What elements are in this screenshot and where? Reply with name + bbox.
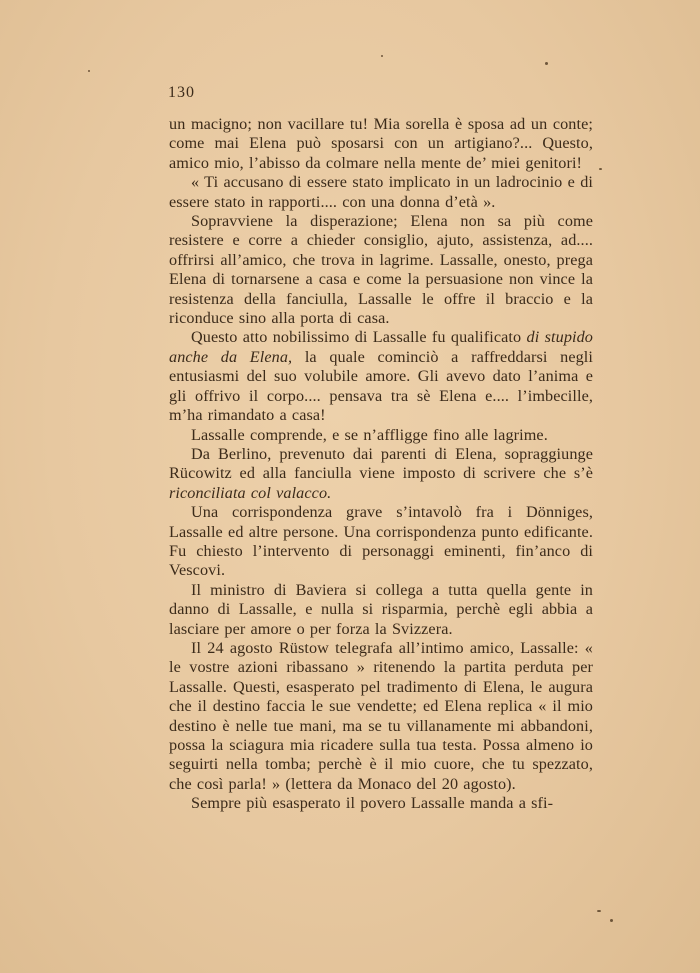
body-text: Una corrispondenza grave s’intavolò fra i Dönniges, Lassalle ed altre persone. Una corrispondenza punto edificante. Fu chiesto l’intervento di personaggi eminenti, fin’anco di Vescovi. [169,503,593,580]
paragraph [169,115,593,173]
page-number: 130 [168,84,195,101]
scan-speck [610,919,613,922]
body-text: Questo atto nobilissimo di Lassalle fu qualificato [191,328,527,347]
body-text: « Ti accusano di essere stato implicato in un ladrocinio e di essere stato in rapporti.... con una donna d’età ». [169,173,593,211]
body-text: la quale cominciò a raffreddarsi negli entusiasmi del suo volubile amore. Gli avevo dato l’anima e gli offrivo il corpo.... pensava tra sè Elena e.... l’imbecille, m’ha rimandato a casa! [169,347,593,425]
scan-speck [88,70,90,72]
paragraph [169,581,593,639]
italic-text: riconciliata col valacco. [169,483,332,502]
paragraph [169,503,593,581]
body-text: Sopravviene la disperazione; Elena non sa più come resistere e corre a chieder consiglio, ajuto, assistenza, ad.... offrirsi all’amico, che trova in lagrime. Lassalle, onesto, prega Elena di tornarsene a casa e come la persuasione non vince la resistenza della fanciulla, Lassalle le offre il braccio e la riconduce sino alla porta di casa. [169,212,593,328]
scan-speck [597,910,601,912]
paragraph [169,173,593,212]
body-text: un macigno; non vacillare tu! Mia sorella è sposa ad un conte; come mai Elena può sposarsi con un artigiano?... Questo, amico mio, l’abisso da colmare nella mente de’ miei genitori! [169,115,593,172]
paragraph [169,328,593,425]
scan-speck [545,62,548,65]
body-text: Il 24 agosto Rüstow telegrafa all’intimo amico, Lassalle: « le vostre azioni ribassano » ritenendo la partita perduta per Lassalle. Questi, esasperato pel tradimento di Elena, le augura che il destino faccia le sue vendette; ed Elena replica « il mio destino è nelle tue mani, ma se tu villanamente mi abbandoni, possa la sciagura mia ricadere sulla tua testa. Possa almeno io seguirti nella tomba; perchè è il mio cuore, che tu spezzato, che così parla! » (lettera da Monaco del 20 agosto). [169,638,593,793]
body-text: Sempre più esasperato il povero Lassalle manda a sfi- [191,794,554,813]
body-text: Lassalle comprende, e se n’affligge fino alle lagrime. [191,425,548,444]
paragraph [169,794,593,813]
scan-speck [381,55,383,57]
paragraph [169,212,593,328]
text-block [169,115,593,814]
scan-speck [599,168,602,170]
paragraph [169,445,593,503]
italic-text: di stupido anche da Elena, [169,328,593,366]
body-text: Da Berlino, prevenuto dai parenti di Elena, sopraggiunge Rücowitz ed alla fanciulla viene imposto di scrivere che s’è [169,444,593,483]
body-text: Il ministro di Baviera si collega a tutta quella gente in danno di Lassalle, e nulla si risparmia, perchè egli abbia a lasciare per amore o per forza la Svizzera. [169,580,593,638]
paragraph [169,639,593,794]
paragraph [169,426,593,445]
